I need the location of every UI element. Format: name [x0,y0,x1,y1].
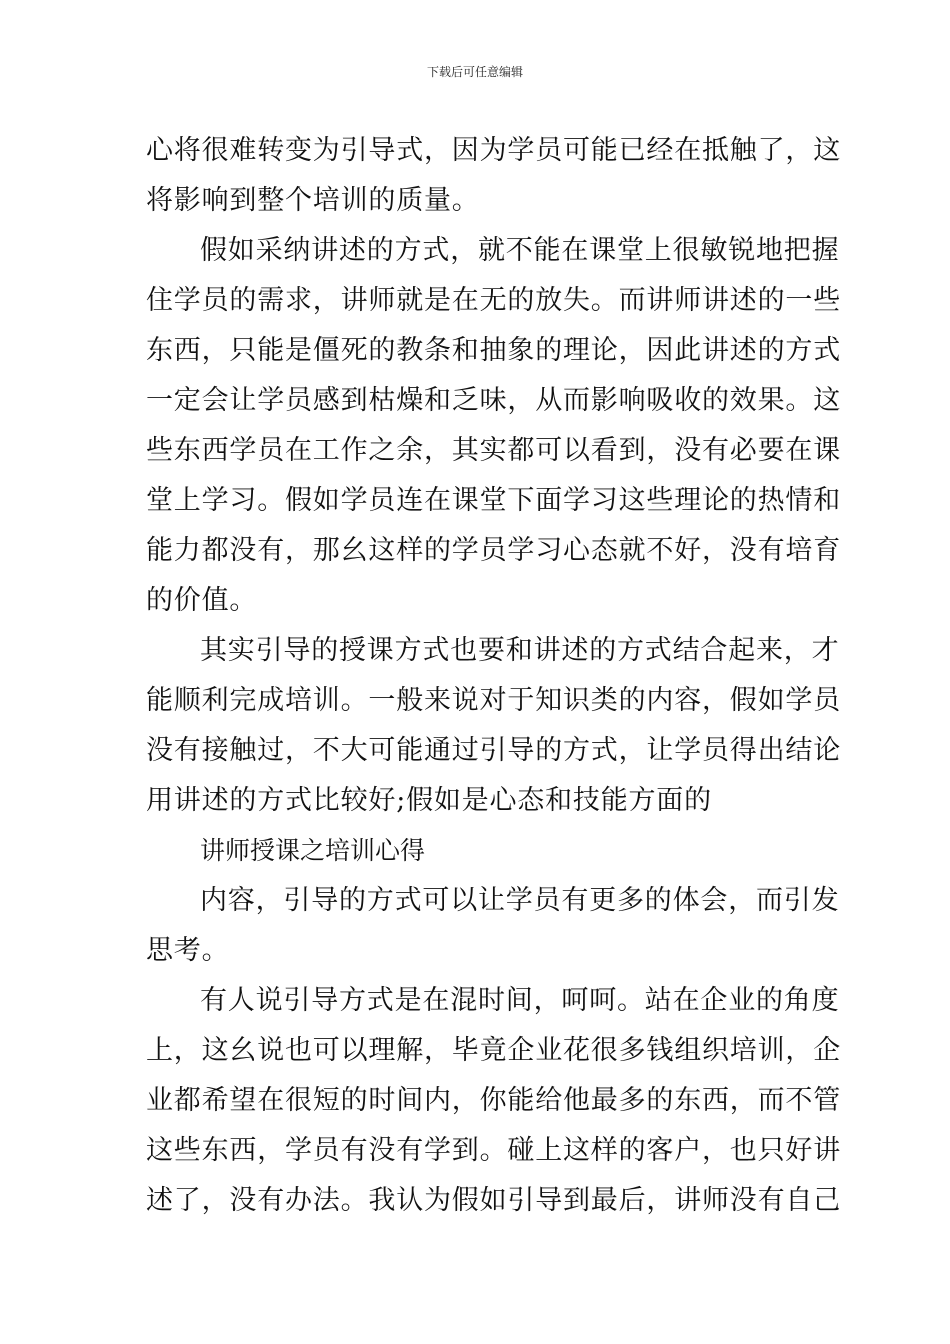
text-line: 用讲述的方式比较好;假如是心态和技能方面的 [146,785,712,816]
text-line: 些东西学员在工作之余，其实都可以看到，没有必要在课 [146,435,841,466]
text-line: 心将很难转变为引导式，因为学员可能已经在抵触了，这 [146,135,841,166]
text-line: 东西，只能是僵死的教条和抽象的理论，因此讲述的方式 [146,335,841,366]
text-line: 将影响到整个培训的质量。 [146,185,480,216]
paragraph-start-line: 假如采纳讲述的方式，就不能在课堂上很敏锐地把握 [200,235,840,266]
text-line: 堂上学习。假如学员连在课堂下面学习这些理论的热情和 [146,485,841,516]
paragraph-start-line: 其实引导的授课方式也要和讲述的方式结合起来，才 [200,635,840,666]
document-body [146,126,841,1226]
text-line: 述了，没有办法。我认为假如引导到最后，讲师没有自己 [146,1185,841,1216]
text-line: 能力都没有，那幺这样的学员学习心态就不好，没有培育 [146,535,841,566]
text-line: 业都希望在很短的时间内，你能给他最多的东西，而不管 [146,1085,841,1116]
section-subheading: 讲师授课之培训心得 [200,836,426,865]
header-note: 下载后可任意编辑 [426,65,523,79]
paragraph-start-line: 内容，引导的方式可以让学员有更多的体会，而引发 [200,885,840,916]
text-line: 住学员的需求，讲师就是在无的放失。而讲师讲述的一些 [146,285,841,316]
text-line: 思考。 [146,935,230,966]
paragraph-start-line: 有人说引导方式是在混时间，呵呵。站在企业的角度 [200,985,840,1016]
text-line: 这些东西，学员有没有学到。碰上这样的客户，也只好讲 [146,1135,841,1166]
text-line: 能顺利完成培训。一般来说对于知识类的内容，假如学员 [146,685,841,716]
text-line: 没有接触过，不大可能通过引导的方式，让学员得出结论 [146,735,841,766]
text-line: 的价值。 [146,585,258,616]
text-line: 一定会让学员感到枯燥和乏味，从而影响吸收的效果。这 [146,385,841,416]
text-line: 上，这幺说也可以理解，毕竟企业花很多钱组织培训，企 [146,1035,841,1066]
